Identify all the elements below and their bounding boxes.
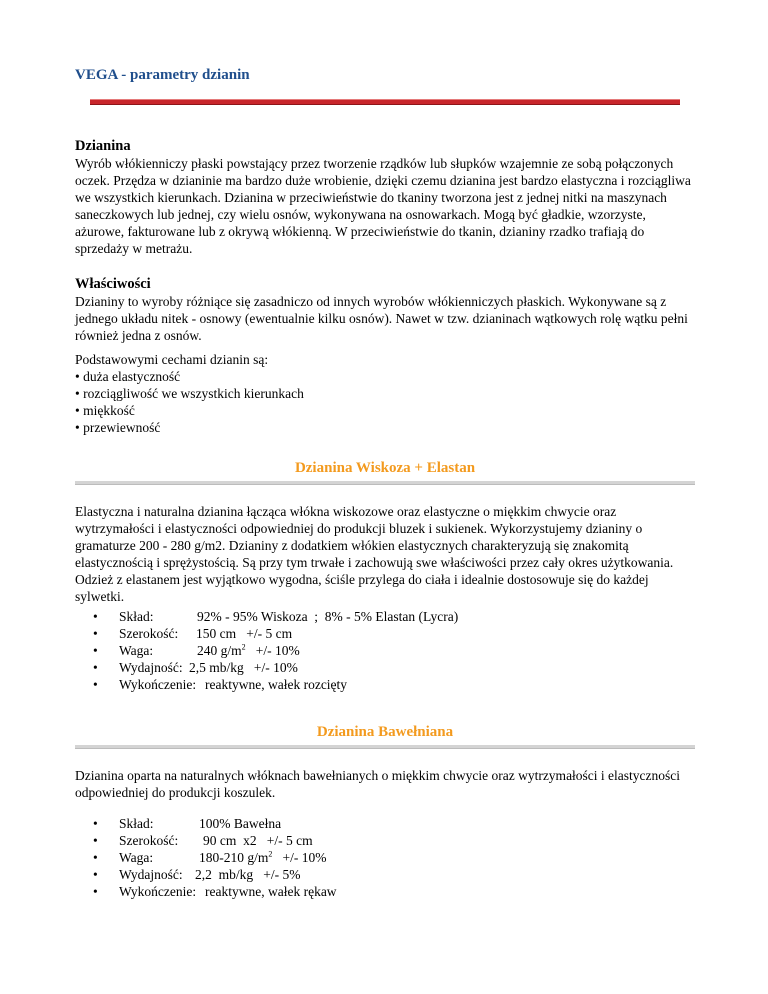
spec-value: reaktywne, wałek rozcięty	[205, 677, 348, 692]
spec-value: 240 $g/m^2$ +/- 10%	[197, 642, 300, 658]
bullet-icon: •	[93, 660, 98, 675]
spec-label: Waga:	[119, 850, 154, 865]
bullet-icon: •	[93, 626, 98, 641]
spec-label: Wydajność:	[119, 867, 183, 882]
list-item: • przewiewność	[75, 420, 161, 435]
spec-row	[93, 832, 693, 849]
wlasciwosci-text: Dzianiny to wyroby różniące się zasadniczo od innych wyrobów włókienniczych płaskich. Wykonywane są z jednego układu nitek - osnowy (ewentualnie kilku osnów). Nawet w tzw. dzianinach wątkowych rolę wątku pełni również jedna z osnów.	[75, 294, 688, 343]
cechy-intro: Podstawowymi cechami dzianin są:	[75, 352, 269, 367]
intro-wlasciwosci	[75, 276, 695, 344]
spec-value: 180-210 $g/m^2$ +/- 10%	[199, 849, 327, 865]
section1-specs	[93, 608, 693, 693]
spec-row	[93, 642, 693, 659]
spec-label: Szerokość:	[119, 626, 179, 641]
spec-row	[93, 866, 693, 883]
spec-value: 2,5 mb/kg +/- 10%	[189, 660, 298, 675]
section1-text: Elastyczna i naturalna dzianina łącząca włókna wiskozowe oraz elastyczne o miękkim chwycie oraz wytrzymałości i elastyczności odpowiedniej do produkcji bluzek i sukienek. Wykorzystujemy dzianiny o gramaturze 200 - 280 g/m2. Dzianiny z dodatkiem włókien elastycznych charakteryzują się znakomitą elastycznością i sprężystością. Są przy tym trwałe i zachowują swe właściwości przez cały okres użytkowania. Odzież z elastanem jest wyjątkowo wygodna, ściśle przylega do ciała i idealnie dostosowuje się do każdej sylwetki.	[75, 504, 674, 604]
bullet-icon: •	[93, 609, 98, 624]
intro-dzianina	[75, 138, 695, 257]
bullet-icon: •	[93, 833, 98, 848]
page-title: VEGA - parametry dzianin	[75, 67, 250, 83]
list-item: • rozciągliwość we wszystkich kierunkach	[75, 386, 304, 401]
spec-row	[93, 608, 693, 625]
bullet-icon: •	[93, 816, 98, 831]
spec-label: Skład:	[119, 816, 154, 831]
superscript: 2	[241, 642, 246, 652]
bullet-icon: •	[93, 867, 98, 882]
spec-row	[93, 676, 693, 693]
spec-value: 150 cm +/- 5 cm	[196, 626, 293, 641]
spec-label: Wykończenie:	[119, 677, 197, 692]
section2-specs	[93, 815, 693, 900]
spec-label: Wydajność:	[119, 660, 183, 675]
dzianina-heading: Dzianina	[75, 138, 131, 154]
section-title-wiskoza: Dzianina Wiskoza + Elastan	[294, 460, 476, 476]
wlasciwosci-heading: Właściwości	[75, 276, 151, 292]
bullet-icon: •	[93, 884, 98, 899]
section2-description	[75, 767, 695, 801]
list-item: • duża elastyczność	[75, 369, 181, 384]
list-item: • miękkość	[75, 403, 135, 418]
section-title-bawelniana: Dzianina Bawełniana	[316, 724, 454, 740]
section-rule	[75, 745, 695, 749]
superscript: 2	[268, 849, 273, 859]
spec-row	[93, 659, 693, 676]
spec-row	[93, 815, 693, 832]
spec-label: Wykończenie:	[119, 884, 197, 899]
spec-row	[93, 883, 693, 900]
spec-value: 100% Bawełna	[199, 816, 282, 831]
bullet-icon: •	[93, 677, 98, 692]
red-divider	[90, 99, 680, 105]
spec-row	[93, 849, 693, 866]
spec-label: Skład:	[119, 609, 154, 624]
spec-value: 90 cm x2 +/- 5 cm	[203, 833, 313, 848]
spec-value: 2,2 mb/kg +/- 5%	[195, 867, 301, 882]
section2-text: Dzianina oparta na naturalnych włóknach bawełnianych o miękkim chwycie oraz wytrzymałości i elastyczności odpowiedniej do produkcji koszulek.	[75, 768, 681, 800]
spec-value: 92% - 95% Wiskoza ; 8% - 5% Elastan (Lycra)	[197, 609, 459, 624]
spec-row	[93, 625, 693, 642]
spec-label: Waga:	[119, 643, 154, 658]
spec-label: Szerokość:	[119, 833, 179, 848]
dzianina-text: Wyrób włókienniczy płaski powstający przez tworzenie rządków lub słupków wzajemnie ze sobą połączonych oczek. Przędza w dzianinie ma bardzo duże wrobienie, dzięki czemu dzianina jest bardzo elastyczna i rozciągliwa we wszystkich kierunkach. Dzianina w przeciwieństwie do tkaniny tworzona jest z jednej nitki na maszynach saneczkowych lub jednej, czy wielu osnów, wykonywana na osnowarkach. Mogą być gładkie, wzorzyste, ażurowe, fakturowane lub z okrywą włókienną. W przeciwieństwie do tkanin, dzianiny rzadko trafiają do sprzedaży w metrażu.	[75, 156, 691, 256]
spec-value: reaktywne, wałek rękaw	[205, 884, 337, 899]
section-rule	[75, 481, 695, 485]
bullet-icon: •	[93, 850, 98, 865]
bullet-icon: •	[93, 643, 98, 658]
cechy-list	[75, 351, 695, 436]
section1-description	[75, 503, 695, 605]
